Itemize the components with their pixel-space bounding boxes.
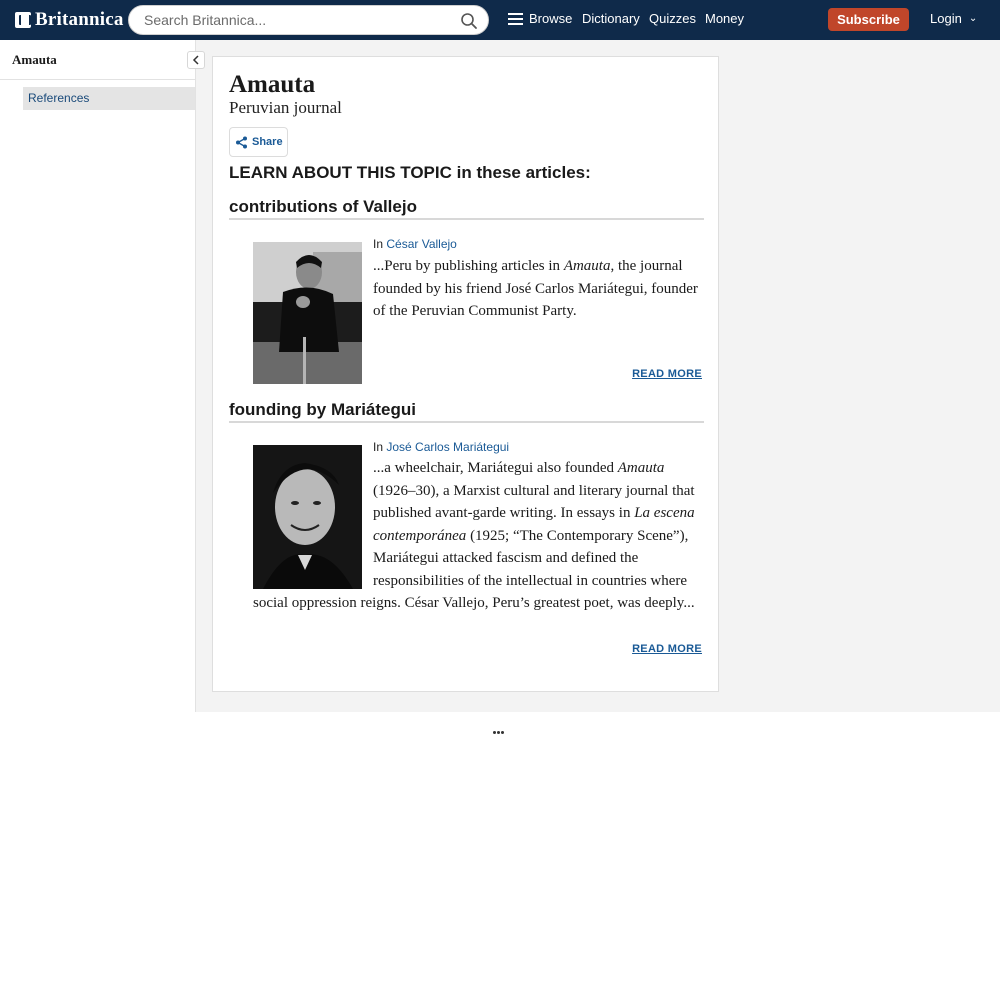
sidebar xyxy=(0,40,196,712)
sidebar-item-references[interactable]: References xyxy=(23,87,195,110)
browse-button[interactable] xyxy=(508,11,572,26)
loading-indicator xyxy=(493,731,504,734)
page-subtitle: Peruvian journal xyxy=(229,98,342,117)
section-heading-vallejo: contributions of Vallejo xyxy=(229,197,704,220)
search-input[interactable] xyxy=(144,12,444,28)
section-heading-mariategui: founding by Mariátegui xyxy=(229,400,704,423)
subscribe-button[interactable]: Subscribe xyxy=(828,8,909,31)
sidebar-title: Amauta xyxy=(12,52,57,67)
nav-link-quizzes[interactable]: Quizzes xyxy=(649,11,696,26)
read-more-link-vallejo[interactable]: READ MORE xyxy=(632,368,702,380)
share-button[interactable] xyxy=(229,127,288,157)
collapse-sidebar-button[interactable] xyxy=(187,51,205,69)
share-label: Share xyxy=(252,136,283,148)
excerpt-mariategui-top: ...a wheelchair, Mariátegui also founded Amauta (1926–30), a Marxist cultural and literary journal that published avant-garde writing. In essays in La escena contemporánea (1925; “The Contemporary Scene”), Mariátegui attacked fascism and defined the responsibilities of the intellectual in countries where social oppression reigns. César Vallejo, Peru’s greatest poet, was deeply... xyxy=(253,460,695,611)
chevron-down-icon: ⌄ xyxy=(968,13,978,24)
vallejo-photo[interactable] xyxy=(253,242,362,384)
browse-label: Browse xyxy=(529,11,573,26)
share-icon xyxy=(235,136,248,149)
vallejo-portrait-image xyxy=(253,242,362,384)
link-cesar-vallejo[interactable]: César Vallejo xyxy=(386,237,457,251)
search-box xyxy=(128,5,489,35)
logo-text: Britannica xyxy=(35,9,124,30)
link-jose-carlos-mariategui[interactable]: José Carlos Mariátegui xyxy=(386,440,510,454)
britannica-logo-icon xyxy=(15,12,31,28)
excerpt-vallejo: ...Peru by publishing articles in Amauta, the journal founded by his friend José Carlos Mariátegui, founder of the Peruvian Communist Party. xyxy=(373,258,698,319)
login-label: Login xyxy=(930,11,962,26)
top-nav-bar xyxy=(0,0,1000,40)
learn-about-heading: LEARN ABOUT THIS TOPIC in these articles: xyxy=(229,163,591,182)
source-line-mariategui xyxy=(373,440,509,454)
in-prefix: In xyxy=(373,237,384,251)
read-more-link-mariategui[interactable]: READ MORE xyxy=(632,643,702,655)
search-icon[interactable] xyxy=(460,12,478,30)
source-line-vallejo xyxy=(373,237,457,251)
article-card xyxy=(212,56,719,692)
nav-link-dictionary[interactable]: Dictionary xyxy=(582,11,640,26)
login-button[interactable] xyxy=(930,11,977,26)
britannica-logo[interactable] xyxy=(15,9,124,31)
nav-link-money[interactable]: Money xyxy=(705,11,745,26)
chevron-left-icon xyxy=(192,55,200,65)
sidebar-divider xyxy=(0,79,196,80)
hamburger-icon xyxy=(508,13,523,25)
in-prefix: In xyxy=(373,440,384,454)
page-title: Amauta xyxy=(229,71,316,98)
